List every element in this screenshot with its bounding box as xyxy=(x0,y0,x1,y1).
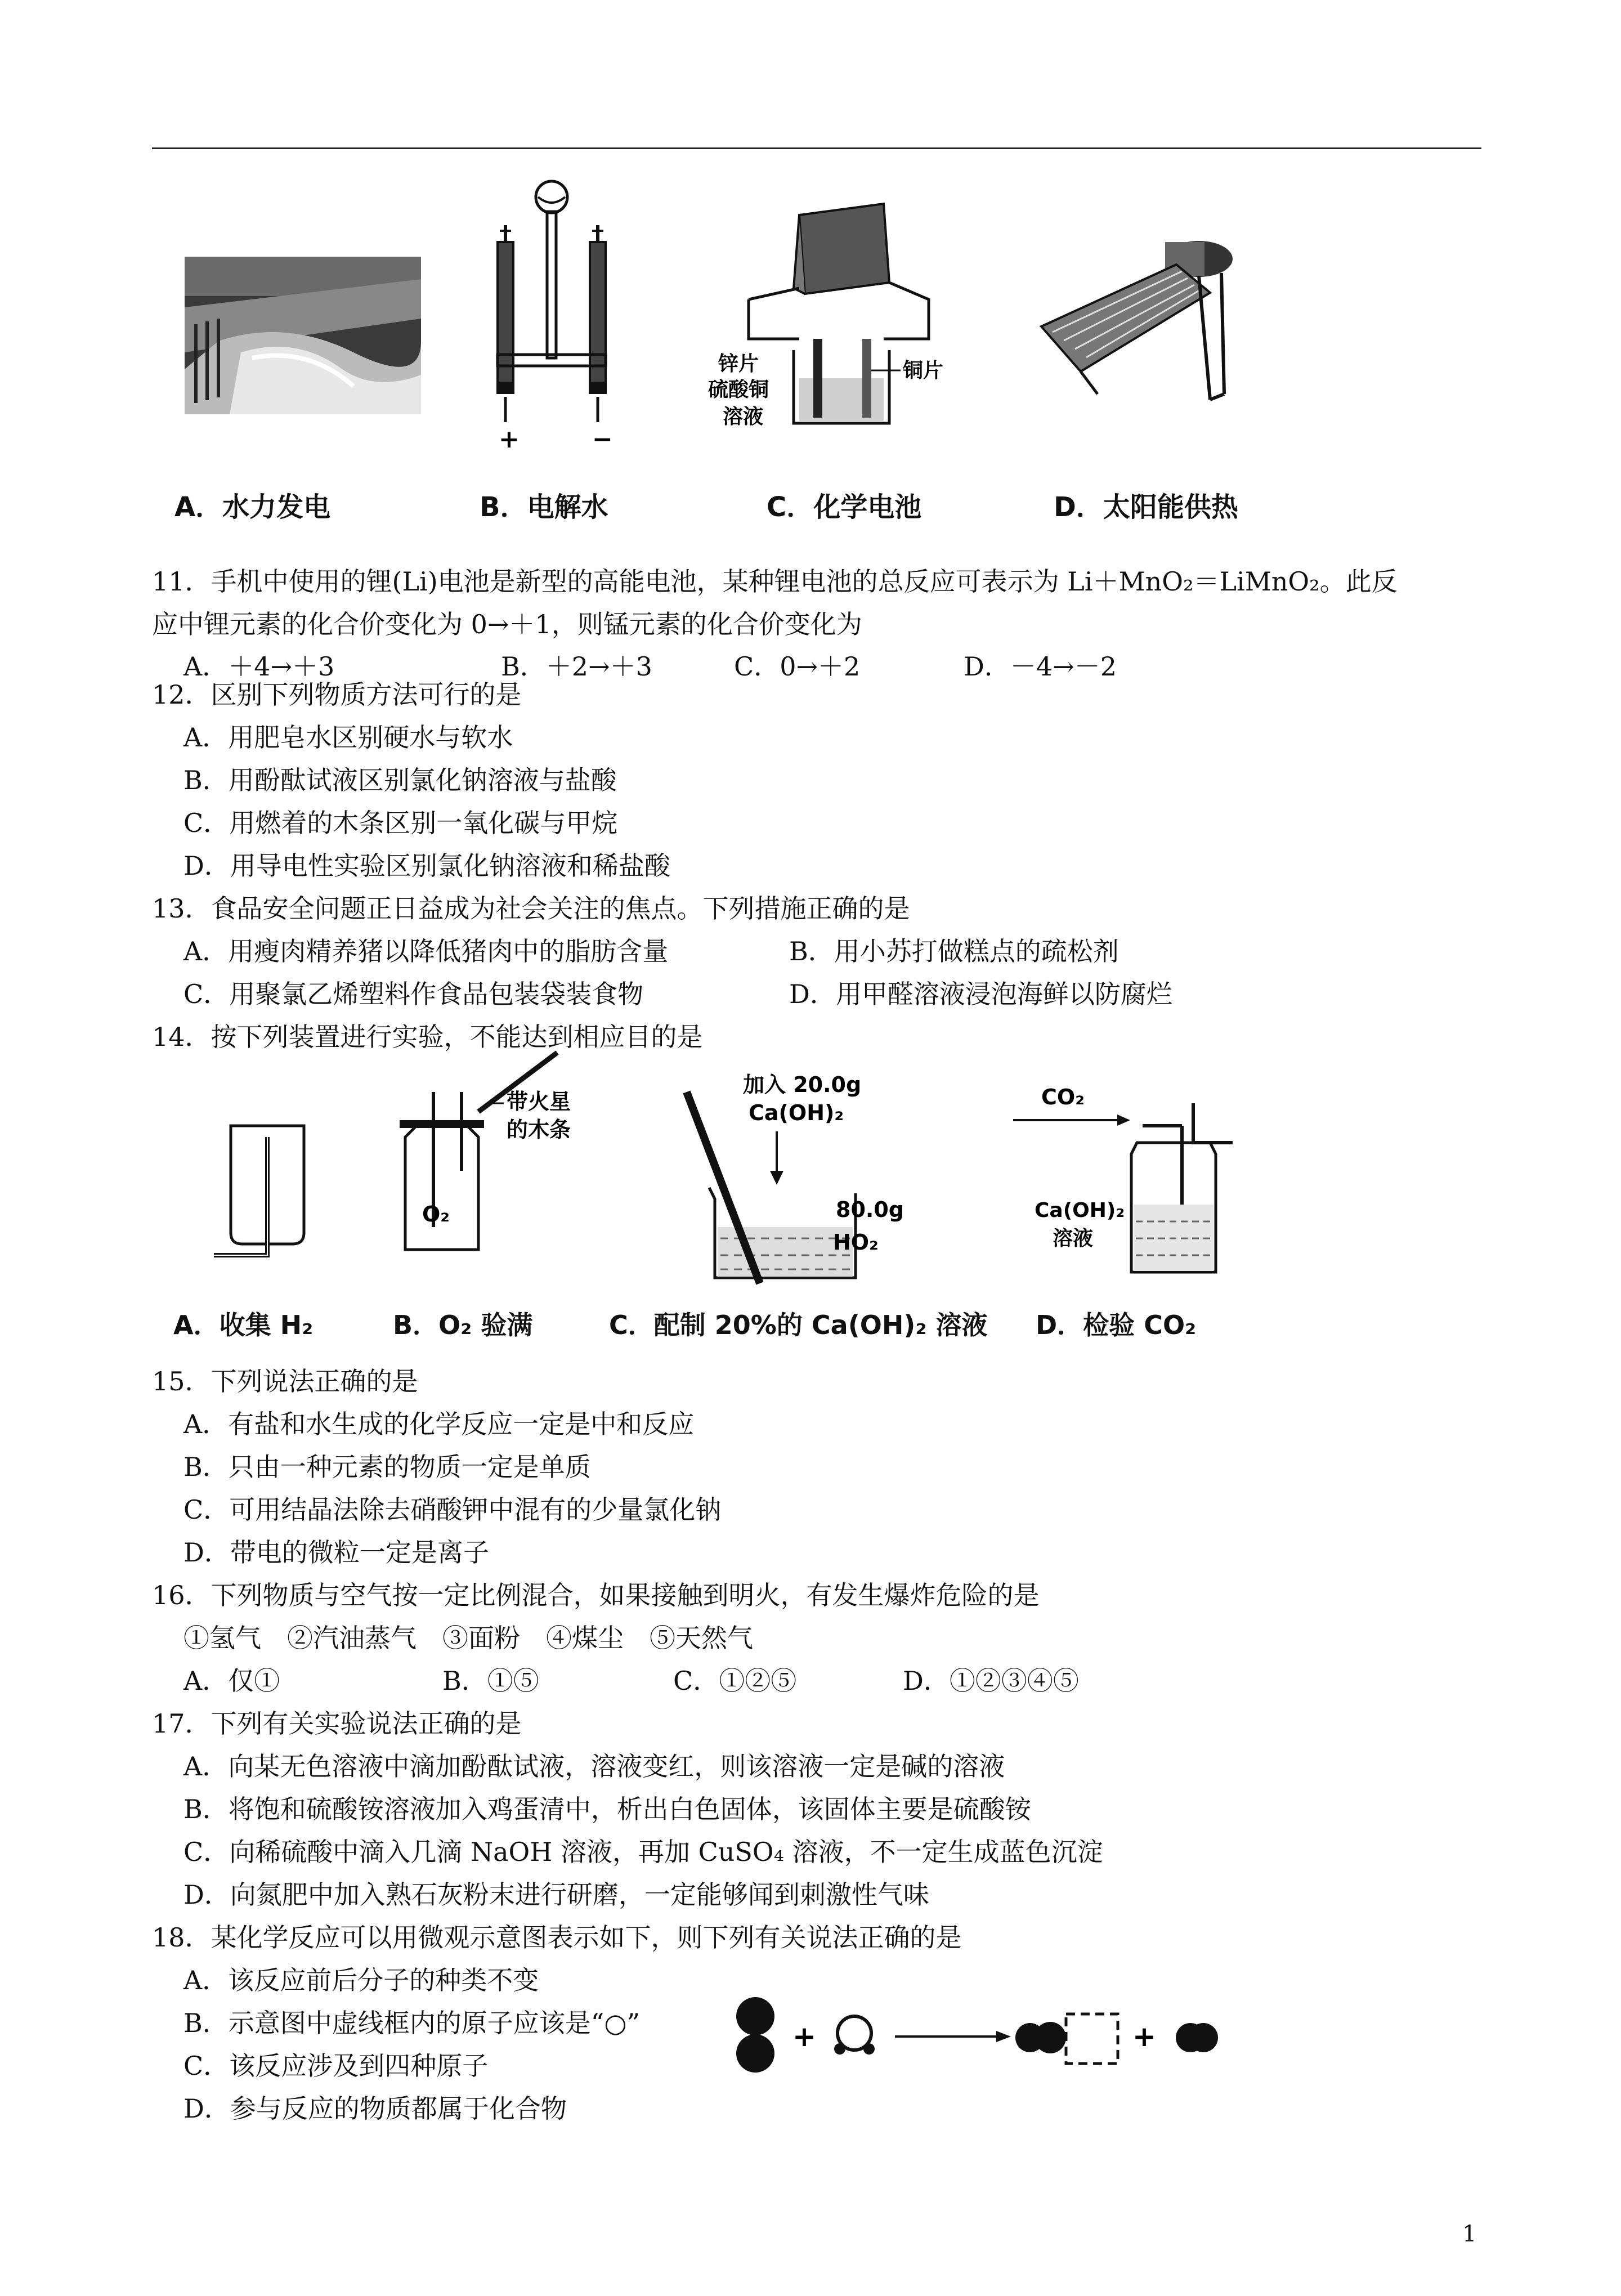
q13-option-b: B．用小苏打做糕点的疏松剂 xyxy=(789,936,1119,966)
limewater-label-1: Ca(OH)₂ xyxy=(1035,1199,1125,1222)
q18-option-a: A．该反应前后分子的种类不变 xyxy=(183,1965,539,1995)
glowing-splint-label-1: 带火星 xyxy=(507,1089,571,1114)
q17-option-d: D．向氮肥中加入熟石灰粉末进行研磨，一定能够闻到刺激性气味 xyxy=(183,1879,929,1910)
solar-heater-photo xyxy=(1030,225,1238,411)
q16-option-b: B．①⑤ xyxy=(442,1666,539,1696)
q18-option-b: B．示意图中虚线框内的原子应该是“○” xyxy=(183,2008,640,2038)
q13-option-d: D．用甲醛溶液浸泡海鲜以防腐烂 xyxy=(789,979,1172,1009)
q15-stem: 15．下列说法正确的是 xyxy=(152,1366,418,1397)
q11-option-a: A．＋4→＋3 xyxy=(183,651,335,682)
caption-hydro-power: A．水力发电 xyxy=(174,491,331,523)
zinc-label: 锌片 xyxy=(718,352,759,375)
q17-option-a: A．向某无色溶液中滴加酚酞试液，溶液变红，则该溶液一定是碱的溶液 xyxy=(183,1751,1005,1782)
h2-collection-bottle xyxy=(214,1120,321,1278)
q14-stem: 14．按下列装置进行实验，不能达到相应目的是 xyxy=(152,1022,703,1052)
q11-stem-line-1: 11．手机中使用的锂(Li)电池是新型的高能电池，某种锂电池的总反应可表示为 Li＋MnO₂＝LiMnO₂。此反 xyxy=(152,566,1398,597)
o2-bottle-label: O₂ xyxy=(422,1202,450,1227)
add-substance-label: Ca(OH)₂ xyxy=(749,1100,844,1125)
caption-electrolysis: B．电解水 xyxy=(480,491,608,523)
copper-sulfate-label: 硫酸铜 xyxy=(708,378,769,401)
q16-option-a: A．仅① xyxy=(183,1666,280,1696)
liquid-label: HO₂ xyxy=(833,1230,879,1255)
caption-chemical-battery: C．化学电池 xyxy=(767,491,922,523)
q11-option-c: C．0→＋2 xyxy=(734,651,861,682)
q11-option-b: B．＋2→＋3 xyxy=(501,651,652,682)
caption-prepare-solution: C．配制 20%的 Ca(OH)₂ 溶液 xyxy=(609,1310,988,1340)
q17-option-c: C．向稀硫酸中滴入几滴 NaOH 溶液，再加 CuSO₄ 溶液，不一定生成蓝色沉淀 xyxy=(183,1837,1103,1867)
co2-test-bottle xyxy=(1013,1069,1250,1283)
q16-option-d: D．①②③④⑤ xyxy=(903,1666,1079,1696)
page-number: 1 xyxy=(1462,2221,1477,2247)
q15-option-c: C．可用结晶法除去硝酸钾中混有的少量氯化钠 xyxy=(183,1494,722,1525)
positive-sign: + xyxy=(499,425,520,454)
plus-sign-2: + xyxy=(1132,2020,1156,2053)
q17-stem: 17．下列有关实验说法正确的是 xyxy=(152,1708,522,1739)
q16-items: ①氢气 ②汽油蒸气 ③面粉 ④煤尘 ⑤天然气 xyxy=(183,1623,753,1653)
q18-stem: 18．某化学反应可以用微观示意图表示如下，则下列有关说法正确的是 xyxy=(152,1922,962,1953)
hydro-power-photo xyxy=(185,257,421,414)
copper-label: 铜片 xyxy=(903,359,944,382)
q12-option-b: B．用酚酞试液区别氯化钠溶液与盐酸 xyxy=(183,765,617,795)
add-mass-label: 加入 20.0g xyxy=(743,1072,862,1097)
limewater-label-2: 溶液 xyxy=(1053,1227,1094,1250)
q16-option-c: C．①②⑤ xyxy=(673,1666,797,1696)
solution-label: 溶液 xyxy=(723,405,764,428)
caption-o2-check: B．O₂ 验满 xyxy=(393,1310,533,1340)
reaction-micro-diagram xyxy=(732,1993,1238,2094)
caption-solar-heating: D．太阳能供热 xyxy=(1054,491,1238,523)
q16-stem: 16．下列物质与空气按一定比例混合，如果接触到明火，有发生爆炸危险的是 xyxy=(152,1580,1040,1610)
negative-sign: − xyxy=(592,425,613,454)
header-rule xyxy=(152,147,1481,149)
o2-check-bottle xyxy=(388,1058,580,1272)
q12-option-c: C．用燃着的木条区别一氧化碳与甲烷 xyxy=(183,808,618,838)
q12-stem: 12．区别下列物质方法可行的是 xyxy=(152,679,522,710)
caption-test-co2: D．检验 CO₂ xyxy=(1036,1310,1197,1340)
q11-option-d: D．－4→－2 xyxy=(964,651,1117,682)
electrolysis-apparatus xyxy=(484,180,619,454)
q18-option-c: C．该反应涉及到四种原子 xyxy=(183,2051,489,2081)
q15-option-a: A．有盐和水生成的化学反应一定是中和反应 xyxy=(183,1409,695,1439)
co2-label: CO₂ xyxy=(1041,1085,1085,1109)
q12-option-d: D．用导电性实验区别氯化钠溶液和稀盐酸 xyxy=(183,851,670,881)
q15-option-b: B．只由一种元素的物质一定是单质 xyxy=(183,1452,591,1482)
chemical-battery-apparatus xyxy=(708,198,962,440)
caption-collect-h2: A．收集 H₂ xyxy=(173,1310,314,1340)
q11-stem-line-2: 应中锂元素的化合价变化为 0→＋1，则锰元素的化合价变化为 xyxy=(152,609,862,639)
q17-option-b: B．将饱和硫酸铵溶液加入鸡蛋清中，析出白色固体，该固体主要是硫酸铵 xyxy=(183,1794,1031,1824)
q18-option-d: D．参与反应的物质都属于化合物 xyxy=(183,2093,567,2124)
q15-option-d: D．带电的微粒一定是离子 xyxy=(183,1537,489,1568)
glowing-splint-label-2: 的木条 xyxy=(507,1117,571,1142)
water-mass-label: 80.0g xyxy=(836,1197,904,1222)
solution-beaker xyxy=(664,1069,946,1283)
plus-sign-1: + xyxy=(792,2020,816,2053)
q13-stem: 13．食品安全问题正日益成为社会关注的焦点。下列措施正确的是 xyxy=(152,893,910,924)
q13-option-a: A．用瘦肉精养猪以降低猪肉中的脂肪含量 xyxy=(183,936,669,966)
q12-option-a: A．用肥皂水区别硬水与软水 xyxy=(183,722,513,753)
q13-option-c: C．用聚氯乙烯塑料作食品包装袋装食物 xyxy=(183,979,644,1009)
